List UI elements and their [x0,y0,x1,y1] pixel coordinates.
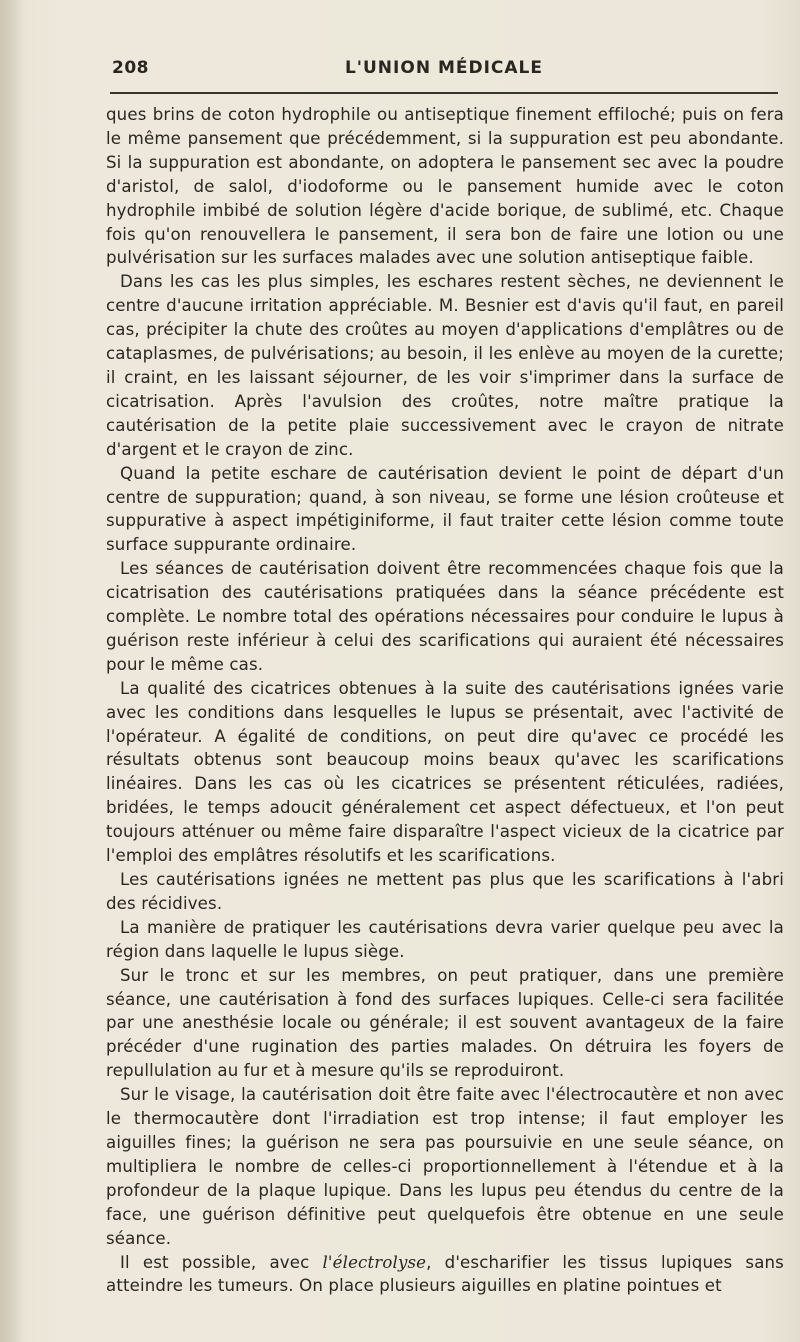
paragraph: Dans les cas les plus simples, les eschares restent sèches, ne deviennent le centre d'aucune irritation appréciable. M. Besnier est d'avis qu'il faut, en pareil cas, précipiter la chute des croûtes au moyen d'applications d'emplâtres ou de cataplasmes, de pulvérisations; au besoin, il les enlève au moyen de la curette; il craint, en les laissant séjourner, de les voir s'imprimer dans la surface de cicatrisation. Après l'avulsion des croûtes, notre maître pratique la cautérisation de la petite plaie successivement avec le crayon de nitrate d'argent et le crayon de zinc. [106,272,784,459]
paragraph: Les séances de cautérisation doivent être recommencées chaque fois que la cicatrisation des cautérisations pratiquées dans la séance précédente est complète. Le nombre total des opérations nécessaires pour conduire le lupus à guérison reste inférieur à celui des scarifications qui auraient été nécessaires pour le même cas. [106,559,784,674]
page-number: 208 [112,58,149,78]
italic-term: l'électrolyse [322,1252,427,1272]
paragraph: Les cautérisations ignées ne mettent pas plus que les scarifications à l'abri des récidives. [106,870,784,913]
paragraph: ques brins de coton hydrophile ou antiseptique finement effiloché; puis on fera le même pansement que précédemment, si la suppuration est peu abondante. Si la suppuration est abondante, on adoptera le pansement sec avec la poudre d'aristol, de salol, d'iodoforme ou le pansement humide avec le coton hydrophile imbibé de solution légère d'acide borique, de sublimé, etc. Chaque fois qu'on renouvellera le pansement, il sera bon de faire une lotion ou une pulvérisation sur les surfaces malades avec une solution antiseptique faible. [106,105,784,268]
page-header [108,58,780,84]
paragraph: Quand la petite eschare de cautérisation devient le point de départ d'un centre de suppuration; quand, à son niveau, se forme une lésion croûteuse et suppurative à aspect impétiginiforme, il faut traiter cette lésion comme toute surface suppurante ordinaire. [106,463,784,555]
article-body [106,103,784,1298]
paragraph: Sur le tronc et sur les membres, on peut pratiquer, dans une première séance, une cautérisation à fond des surfaces lupiques. Celle-ci sera facilitée par une anesthésie locale ou générale; il est souvent avantageux de la faire précéder d'une rugination des parties malades. On détruira les foyers de repullulation au fur et à mesure qu'ils se reproduiront. [106,965,784,1081]
paragraph: La qualité des cicatrices obtenues à la suite des cautérisations ignées varie avec les conditions dans lesquelles le lupus se présentait, avec l'activité de l'opérateur. A égalité de conditions, on peut dire qu'avec ce procédé les résultats obtenus sont beaucoup moins beaux qu'avec les scarifications linéaires. Dans les cas où les cicatrices se présentent réticulées, radiées, bridées, le temps adoucit généralement cet aspect défectueux, et l'on peut toujours atténuer ou même faire disparaître l'aspect vicieux de la cicatrice par l'emploi des emplâtres résolutifs et les scarifications. [106,678,784,866]
paragraph: La manière de pratiquer les cautérisations devra varier quelque peu avec la région dans laquelle le lupus siège. [106,917,784,961]
paragraph-last [106,1251,784,1299]
running-title: L'UNION MÉDICALE [344,58,544,78]
header-rule [110,92,778,94]
paragraph-text: , d'escharifier les tissus lupiques sans atteindre les tumeurs. On place plusieurs aiguilles en platine pointues et [106,1252,784,1296]
binding-gutter-shadow [0,0,24,1342]
paragraph-text: Il est possible, avec [120,1252,323,1272]
paragraph: Sur le visage, la cautérisation doit être faite avec l'électrocautère et non avec le thermocautère dont l'irradiation est trop intense; il faut employer les aiguilles fines; la guérison ne sera pas poursuivie en une seule séance, on multipliera le nombre de celles-ci proportionnellement à l'étendue et à la profondeur de la plaque lupique. Dans les lupus peu étendus du centre de la face, une guérison définitive peut quelquefois être obtenue en une seule séance. [106,1085,784,1248]
